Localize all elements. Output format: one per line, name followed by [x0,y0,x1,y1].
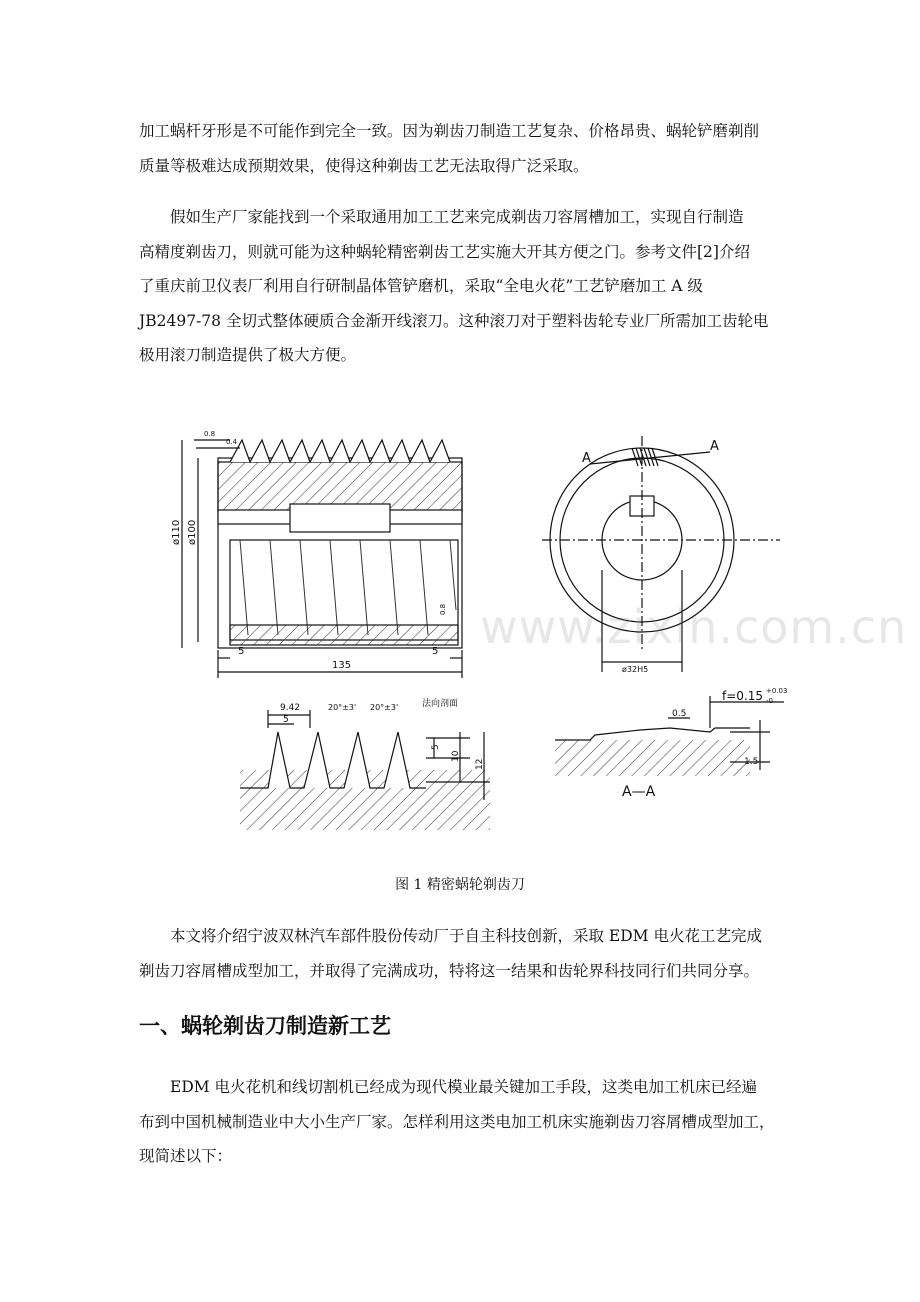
section-heading: 一、蜗轮剃齿刀制造新工艺 [139,1014,391,1038]
dim-dia100: ø100 [187,519,198,545]
section-mark-a-right: A [710,439,719,454]
roughness-08-b: 0.8 [439,603,447,615]
paragraph-2 [139,200,799,373]
paragraph-1 [139,114,799,183]
dim-5-left: 5 [238,646,245,657]
text-line: 高精度剃齿刀，则就可能为这种蜗轮精密剃齿工艺实施大开其方便之门。参考文件[2]介绍 [139,242,750,261]
text-line: JB2497-78 全切式整体硬质合金渐开线滚刀。这种滚刀对于塑料齿轮专业厂所需加工齿轮电 [139,311,769,330]
dim-bore: ø32H5 [622,665,649,674]
paragraph-3 [139,919,799,988]
dim-h12: 12 [475,758,485,770]
text-line: 质量等极难达成预期效果，使得这种剃齿工艺无法取得广泛采取。 [139,156,589,175]
figure-caption: 图 1 精密蜗轮剃齿刀 [395,877,525,893]
text-line: 加工蜗杆牙形是不可能作到完全一致。因为剃齿刀制造工艺复杂、价格昂贵、蜗轮铲磨剃削 [139,122,760,140]
text-line: 极用滚刀制造提供了极大方便。 [139,346,357,364]
section-mark-a-left: A [582,451,591,466]
text-line: 了重庆前卫仪表厂利用自行研制晶体管铲磨机，采取“全电火花”工艺铲磨加工 A 级 [139,277,703,295]
dim-h5: 5 [431,744,441,750]
dim-f-tol-lower: -0 [766,697,773,705]
hob-side-view [182,440,462,678]
dim-135: 135 [332,660,352,671]
tooth-profile-view [240,710,490,830]
normal-section-label: 法向剖面 [422,699,459,709]
text-line: EDM 电火花机和线切割机已经成为现代模业最关键加工手段，这类电加工机床已经遍 [170,1078,758,1096]
dim-dia110: ø110 [171,519,182,545]
section-aa-label: A—A [622,784,656,800]
text-line: 剃齿刀容屑槽成型加工，并取得了完满成功，特将这一结果和齿轮界科技同行们共同分享。 [139,961,760,980]
text-line: 现简述以下： [139,1147,233,1165]
roughness-08: 0.8 [204,430,216,438]
dim-angle-1: 20°±3' [328,703,357,712]
roughness-04: 0.4 [226,438,238,446]
watermark: www.zixin.com.cn [480,600,908,654]
dim-f-tolerance: f=0.15 [722,689,763,703]
dim-1-5: 1.5 [744,757,759,767]
dim-f-tol-upper: +0.03 [766,687,788,695]
dim-h10: 10 [451,750,461,762]
paragraph-4 [139,1070,799,1174]
dim-pitch: 9.42 [280,703,301,713]
dim-angle-2: 20°±3' [370,703,399,712]
text-line: 布到中国机械制造业中大小生产厂家。怎样利用这类电加工机床实施剃齿刀容屑槽成型加工， [139,1112,775,1131]
dim-0-5: 0.5 [672,709,687,719]
dim-tooth-5: 5 [283,715,289,725]
text-line: 假如生产厂家能找到一个采取通用加工工艺来完成剃齿刀容屑槽加工，实现自行制造 [170,208,744,226]
dim-5-right: 5 [432,646,439,657]
text-line: 本文将介绍宁波双林汽车部件股份传动厂于自主科技创新，采取 EDM 电火花工艺完成 [170,927,762,945]
